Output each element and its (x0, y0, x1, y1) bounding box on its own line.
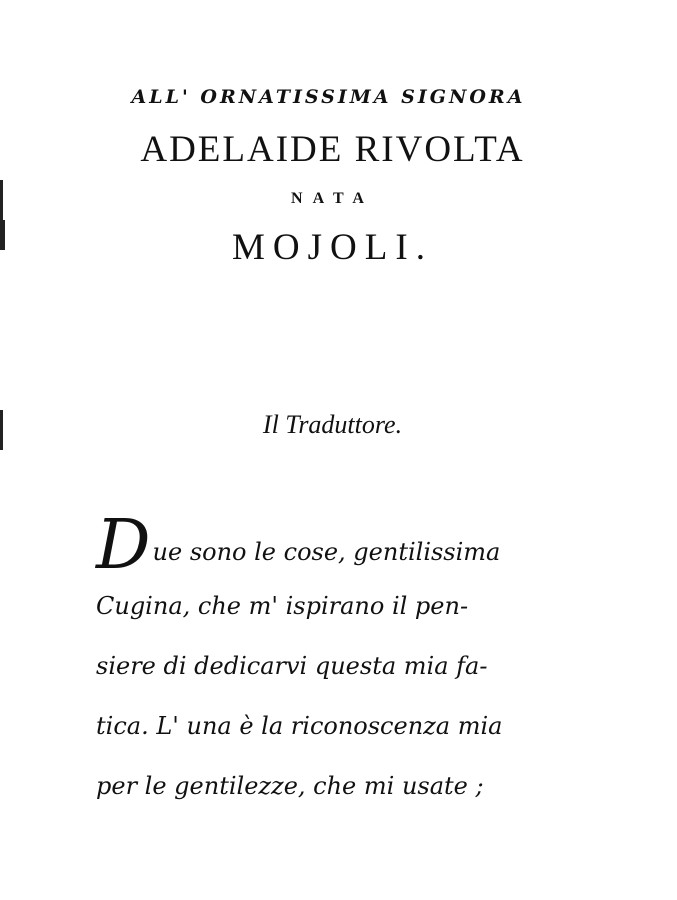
body-line-text: ue sono le cose, gentilissima (152, 538, 501, 566)
body-line: per le gentilezze, che mi usate ; (96, 772, 484, 800)
drop-cap: D (96, 506, 151, 585)
body-line: siere di dedicarvi questa mia fa- (96, 652, 488, 680)
translator-signature: Il Traduttore. (262, 410, 403, 439)
body-line (96, 506, 566, 585)
body-line: Cugina, che m' ispirano il pen- (96, 592, 469, 620)
body-paragraph (96, 506, 566, 816)
dedication-line-1: ALL' ORNATISSIMA SIGNORA (131, 86, 526, 108)
dedication-surname: MOJOLI. (232, 227, 433, 268)
dedication-name: ADELAIDE RIVOLTA (140, 129, 525, 170)
body-line: tica. L' una è la riconoscenza mia (96, 712, 503, 740)
dedication-nata: NATA (291, 190, 374, 207)
